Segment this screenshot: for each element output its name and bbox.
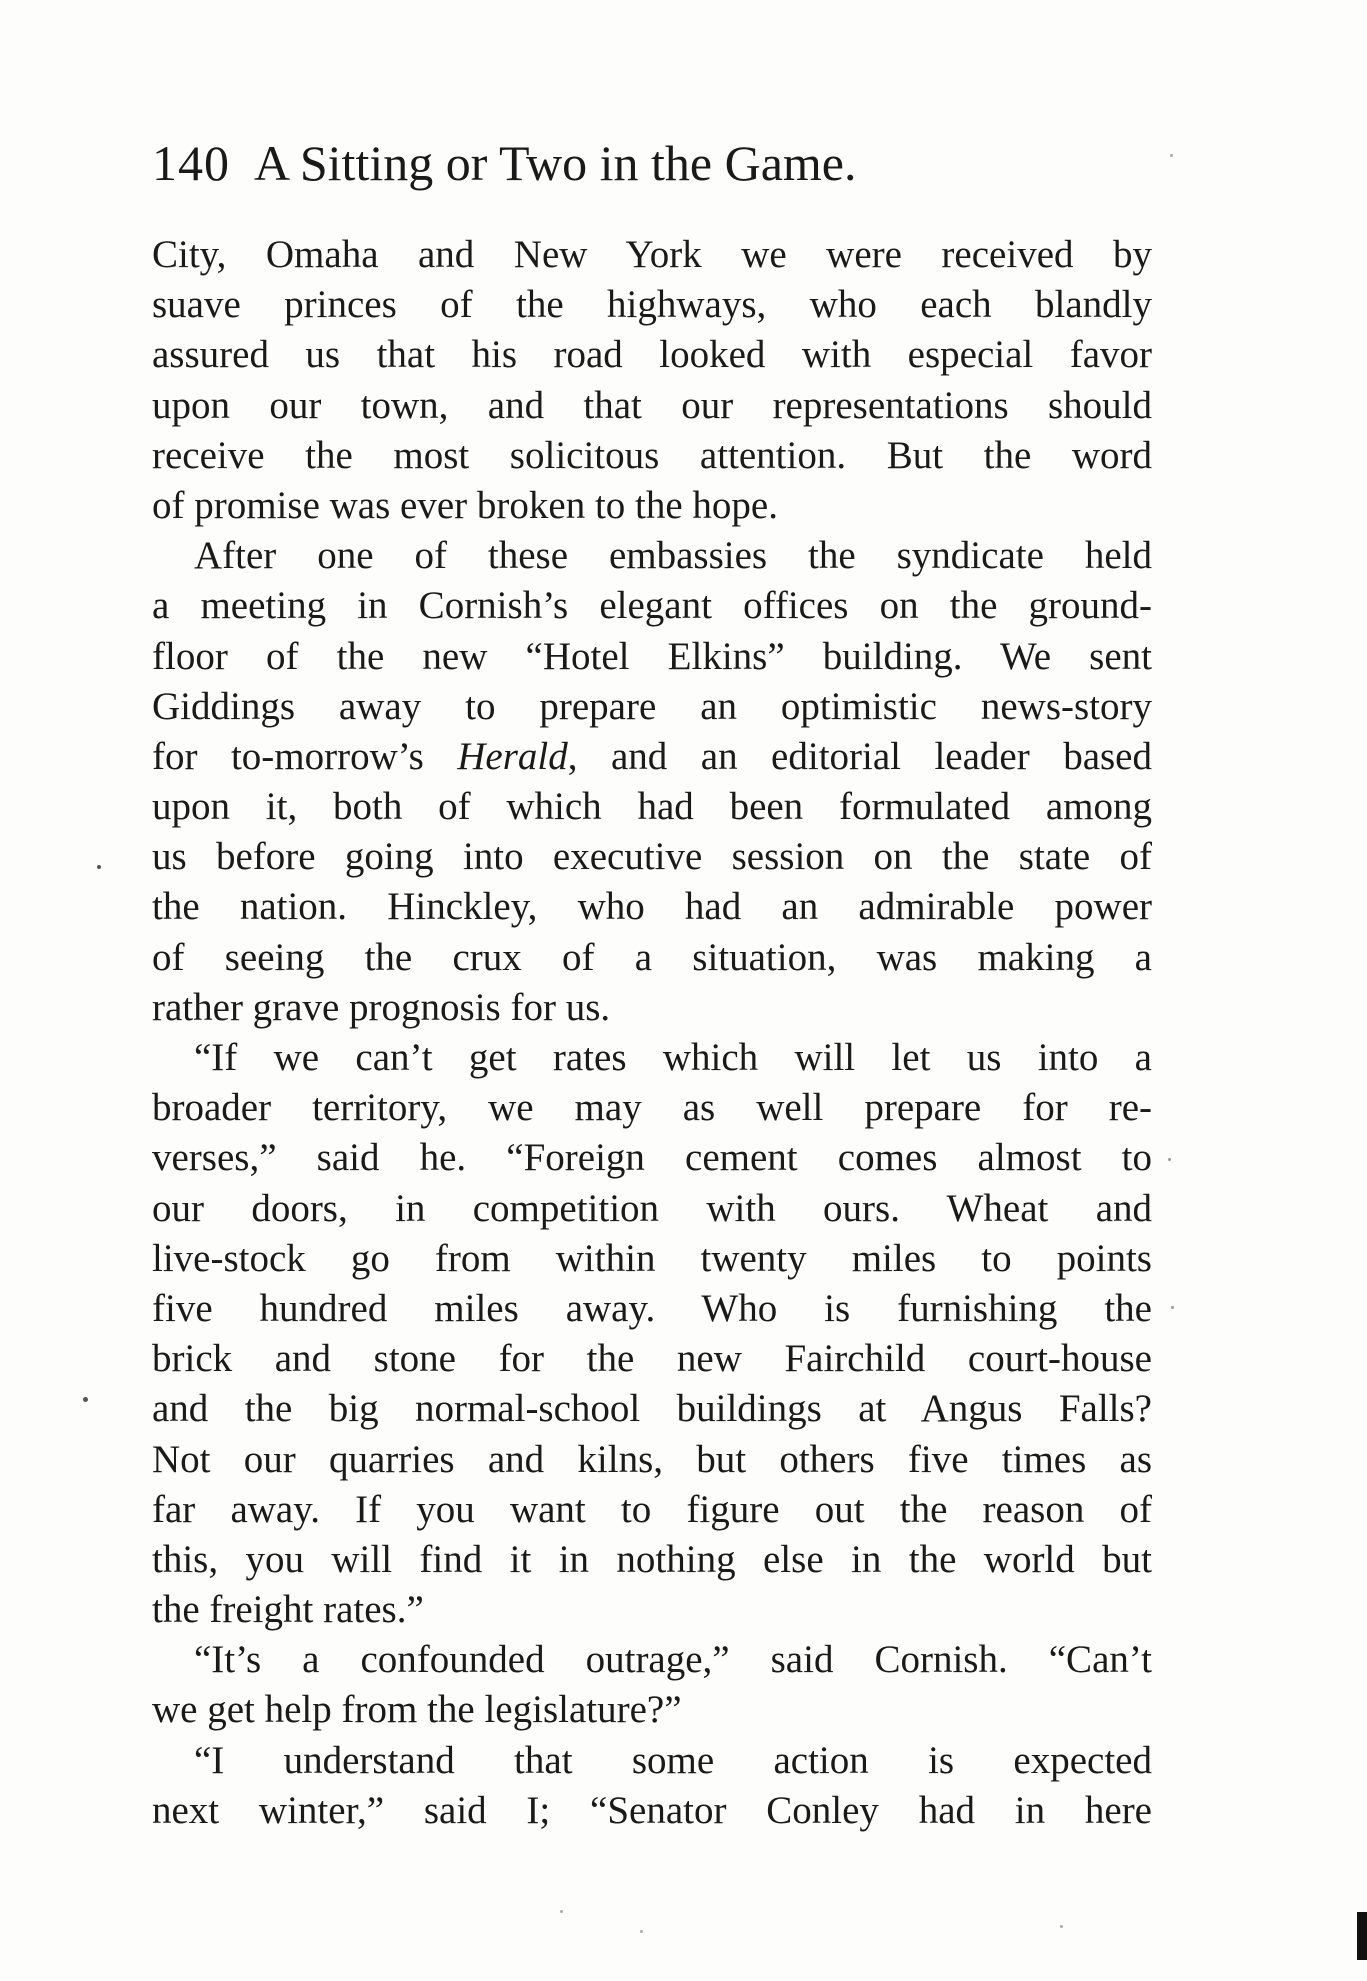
text-line: we get help from the legislature?”	[152, 1688, 682, 1732]
text-line: a meeting in Cornish’s elegant offices on the ground-	[152, 584, 1152, 628]
scan-speck	[1060, 1925, 1063, 1928]
running-title: A Sitting or Two in the Game.	[254, 135, 857, 191]
text-line: five hundred miles away. Who is furnishing the	[152, 1286, 1152, 1330]
scan-speck	[83, 1397, 88, 1402]
text-line: this, you will find it in nothing else in the world but	[152, 1537, 1152, 1581]
text-line: rather grave prognosis for us.	[152, 985, 611, 1029]
text-line: and the big normal-school buildings at Angus Falls?	[152, 1387, 1152, 1431]
text-line: live-stock go from within twenty miles to points	[152, 1236, 1152, 1280]
paragraph-start-line: After one of these embassies the syndicate held	[194, 534, 1152, 578]
page-edge-mark	[1357, 1912, 1367, 1960]
text-line: of promise was ever broken to the hope.	[152, 483, 778, 527]
paragraph-start-line: “It’s a confounded outrage,” said Cornish. “Can’t	[194, 1638, 1152, 1682]
text-line: next winter,” said I; “Senator Conley had in here	[152, 1788, 1152, 1832]
scan-speck	[1170, 154, 1173, 157]
text-line: upon our town, and that our representations should	[152, 383, 1152, 427]
text-line: receive the most solicitous attention. But the word	[152, 433, 1152, 477]
text-line: our doors, in competition with ours. Wheat and	[152, 1186, 1152, 1230]
text-line: broader territory, we may as well prepare for re-	[152, 1086, 1152, 1130]
text-line: City, Omaha and New York we were received by	[152, 233, 1152, 276]
text-line: Not our quarries and kilns, but others five times as	[152, 1437, 1152, 1481]
body-text	[152, 230, 1152, 1836]
running-head	[152, 128, 1152, 198]
text-line: far away. If you want to figure out the reason of	[152, 1487, 1152, 1531]
scan-speck	[1168, 1158, 1171, 1161]
text-line: of seeing the crux of a situation, was making a	[152, 935, 1152, 979]
text-line: upon it, both of which had been formulated among	[152, 785, 1152, 829]
text-line: the nation. Hinckley, who had an admirable power	[152, 885, 1152, 929]
herald-italic: Herald	[457, 734, 568, 778]
paragraph-start-line: “I understand that some action is expected	[194, 1738, 1152, 1782]
text-line: suave princes of the highways, who each blandly	[152, 283, 1152, 327]
page-number: 140	[152, 135, 230, 191]
text-line-herald	[152, 732, 1152, 782]
scan-speck	[640, 1930, 643, 1933]
paragraph-start-line: “If we can’t get rates which will let us into a	[194, 1036, 1152, 1079]
text-line: the freight rates.”	[152, 1588, 424, 1632]
text-line: floor of the new “Hotel Elkins” building. We sent	[152, 634, 1152, 678]
text-line: Giddings away to prepare an optimistic news-story	[152, 684, 1152, 728]
text-line: assured us that his road looked with especial favor	[152, 333, 1152, 377]
text-line: verses,” said he. “Foreign cement comes almost to	[152, 1136, 1152, 1180]
herald-line-before: for to-morrow’s	[152, 734, 458, 778]
scan-speck	[560, 1910, 563, 1913]
scan-speck	[97, 865, 101, 869]
herald-line-after: , and an editorial leader based	[567, 734, 1152, 778]
scan-speck	[1171, 1306, 1174, 1309]
text-line: brick and stone for the new Fairchild court-house	[152, 1337, 1152, 1381]
text-line: us before going into executive session on the state of	[152, 835, 1152, 879]
